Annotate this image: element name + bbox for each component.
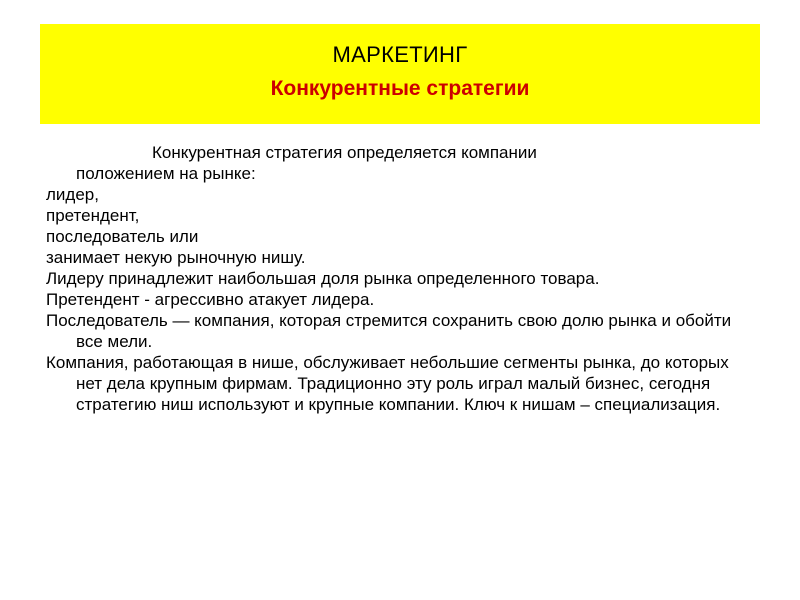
intro-line-1: Конкурентная стратегия определяется компании bbox=[152, 143, 537, 162]
slide-subtitle: Конкурентные стратегии bbox=[270, 77, 530, 100]
slide-title: МАРКЕТИНГ bbox=[332, 42, 468, 67]
list-item: последователь или bbox=[46, 227, 199, 246]
paragraph-nicher: Компания, работающая в нише, обслуживает небольшие сегменты рынка, до которых нет дела крупным фирмам. Традиционно эту роль играл малый бизнес, сегодня стратегию ниш используют и крупные компании. Ключ к нишам – специализация. bbox=[46, 353, 729, 414]
paragraph-leader: Лидеру принадлежит наибольшая доля рынка определенного товара. bbox=[46, 269, 600, 288]
intro-line-2: положением на рынке: bbox=[76, 164, 256, 183]
list-item: занимает некую рыночную нишу. bbox=[46, 248, 306, 267]
slide-body bbox=[46, 142, 736, 415]
list-item: претендент, bbox=[46, 206, 140, 225]
paragraph-follower: Последователь — компания, которая стремится сохранить свою долю рынка и обойти все мели. bbox=[46, 311, 732, 351]
intro-paragraph bbox=[46, 142, 736, 184]
paragraph-challenger: Претендент - агрессивно атакует лидера. bbox=[46, 290, 375, 309]
title-banner bbox=[40, 24, 760, 124]
list-item: лидер, bbox=[46, 185, 99, 204]
